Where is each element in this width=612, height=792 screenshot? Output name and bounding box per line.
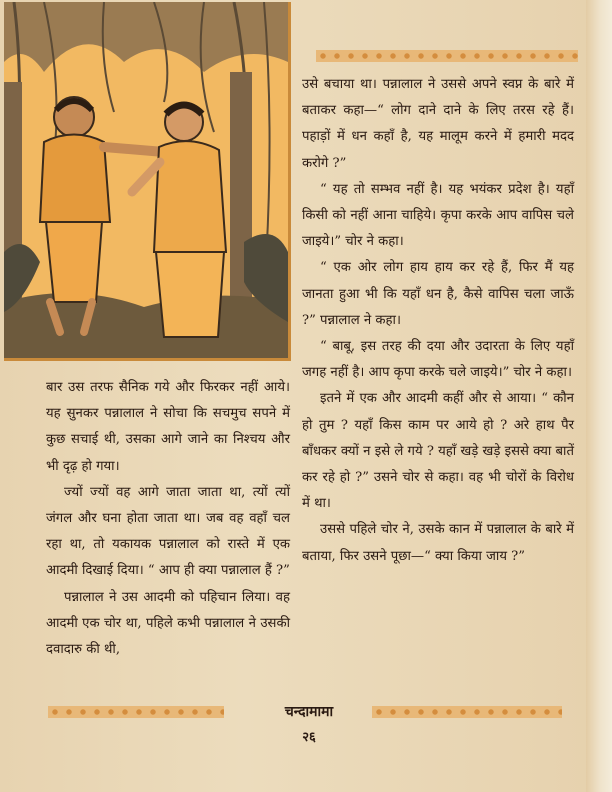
decorative-border-footer-left: [48, 706, 224, 718]
paragraph: ज्यों ज्यों वह आगे जाता जाता था, त्यों त्यों जंगल और घना होता जाता था। जब वह वहाँ चल रहा था, तो यकायक पन्नालाल को रास्ते में एक आदमी दिखाई दिया। “ आप ही क्या पन्नालाल हैं ?”: [46, 484, 290, 579]
page-spine-shadow: [586, 0, 612, 792]
magazine-title: चन्दामामा: [284, 704, 334, 720]
left-text-column: [46, 375, 290, 663]
two-men-in-forest-image: [4, 2, 288, 358]
paragraph: उसे बचाया था। पन्नालाल ने उससे अपने स्वप्न के बारे में बताकर कहा—“ लोग दाने दाने के लिए तरस रहे हैं। पहाड़ों में धन कहाँ है, यह मालूम करने में हमारी मदद करोगे ?”: [302, 77, 574, 171]
paragraph: “ यह तो सम्भव नहीं है। यह भयंकर प्रदेश है। यहाँ किसी को नहीं आना चाहिये। कृपा करके आप वापिस चले जाइये।” चोर ने कहा।: [302, 181, 574, 250]
decorative-border-footer-right: [372, 706, 562, 718]
story-illustration: [4, 2, 291, 361]
paragraph: उससे पहिले चोर ने, उसके कान में पन्नालाल के बारे में बताया, फिर उसने पूछा—“ क्या किया जाय ?”: [302, 522, 574, 564]
paragraph: “ बाबू, इस तरह की दया और उदारता के लिए यहाँ जगह नहीं है। आप कृपा करके चले जाइये।” चोर ने कहा।: [302, 339, 574, 381]
paragraph: “ एक ओर लोग हाय हाय कर रहे हैं, फिर मैं यह जानता हुआ भी कि यहाँ धन है, कैसे वापिस चला जाऊँ ?” पन्नालाल ने कहा।: [302, 260, 574, 328]
paragraph: बार उस तरफ सैनिक गये और फिरकर नहीं आये। यह सुनकर पन्नालाल ने सोचा कि सचमुच सपने में कुछ सचाई थी, उसका आगे जाने का निश्चय और भी दृढ़ हो गया।: [46, 380, 290, 474]
paragraph: पन्नालाल ने उस आदमी को पहिचान लिया। वह आदमी एक चोर था, पहिले कभी पन्नालाल ने उसकी दवादारु की थी,: [46, 589, 290, 658]
decorative-border-top: [316, 50, 578, 62]
page-number: २६: [302, 730, 316, 745]
paragraph: इतने में एक और आदमी कहीं और से आया। “ कौन हो तुम ? यहाँ किस काम पर आये हो ? अरे हाथ पैर बाँधकर क्यों न इसे ले गये ? यहाँ खड़े खड़े इससे क्या बातें कर रहे हो ?” उसने चोर से कहा। वह भी चोरों के विरोध में था।: [302, 391, 574, 512]
right-text-column: [302, 72, 574, 570]
